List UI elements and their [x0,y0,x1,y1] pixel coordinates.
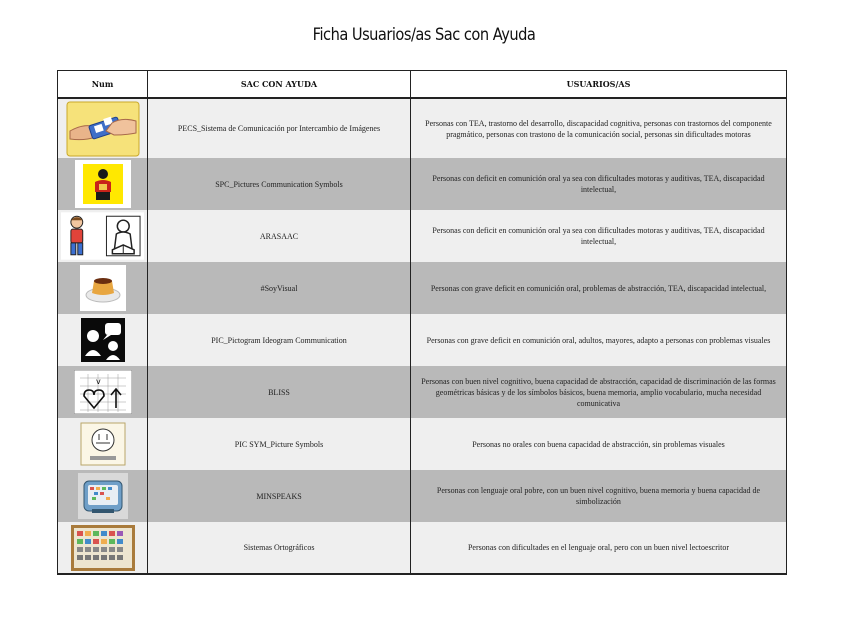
sac-users-table [57,70,787,575]
table-row [58,418,787,470]
orthographic-board-icon [71,525,135,571]
table-row [58,314,787,366]
svg-text:v: v [95,377,101,386]
row-icon-cell [58,158,148,210]
table-row [58,470,787,522]
row-icon-cell [58,522,148,574]
users-description: Personas con deficit en comunición oral ya sea con dificultades motoras y auditivas, TEA, discapacidad intelectual, [411,158,787,210]
users-description: Personas con lenguaje oral pobre, con un buen nivel cognitivo, buena memoria y buena capacidad de simbolización [411,470,787,522]
header-users: USUARIOS/AS [411,71,787,99]
table-row [58,366,787,418]
table-row [58,210,787,262]
header-sac: SAC CON AYUDA [148,71,411,99]
users-description: Personas con deficit en comunición oral ya sea con dificultades motoras y auditivas, TEA, discapacidad intelectual, [411,210,787,262]
sac-system-name: PECS_Sistema de Comunicación por Intercambio de Imágenes [148,98,411,158]
row-icon-cell [58,314,148,366]
users-description: Personas con dificultades en el lenguaje oral, pero con un buen nivel lectoescritor [411,522,787,574]
users-description: Personas con buen nivel cognitivo, buena capacidad de abstracción, capacidad de discriminación de las formas geométricas básicas y de los símbolos básicos, buena memoria, amplio vocabulario, mucha necesidad comunicativa [411,366,787,418]
users-description: Personas con grave deficit en comunición oral, problemas de abstracción, TEA, discapacidad intelectual, [411,262,787,314]
row-icon-cell [58,210,148,262]
bliss-symbol-icon [74,370,132,414]
row-icon-cell [58,366,148,418]
sac-system-name: ARASAAC [148,210,411,262]
row-icon-cell [58,98,148,158]
page-title: Ficha Usuarios/as Sac con Ayuda [312,25,536,45]
sac-system-name: PIC SYM_Picture Symbols [148,418,411,470]
row-icon-cell [58,470,148,522]
table-row [58,262,787,314]
users-description: Personas con TEA, trastorno del desarrollo, discapacidad cognitiva, personas con trastornos del componente pragmático, personas con trastono de la comunicación social, personas sin dificultades motoras [411,98,787,158]
sac-system-name: SPC_Pictures Communication Symbols [148,158,411,210]
pecs-exchange-icon [66,101,140,157]
arasaac-pictogram-icon [61,212,144,260]
sac-system-name: BLISS [148,366,411,418]
users-description: Personas con grave deficit en comunición oral, adultos, mayores, adapto a personas con problemas visuales [411,314,787,366]
spc-symbol-icon [75,160,131,208]
picsym-symbol-icon [80,422,126,466]
sac-system-name: #SoyVisual [148,262,411,314]
users-description: Personas no orales con buena capacidad de abstracción, sin problemas visuales [411,418,787,470]
row-icon-cell [58,418,148,470]
table-row [58,522,787,574]
pic-pictogram-icon [81,318,125,362]
header-num: Num [58,71,148,99]
sac-system-name: MINSPEAKS [148,470,411,522]
sac-system-name: PIC_Pictogram Ideogram Communication [148,314,411,366]
soyvisual-photo-icon [80,265,126,311]
minspeak-device-icon [78,473,128,519]
table-row [58,98,787,158]
table-header-row [58,71,787,99]
sac-system-name: Sistemas Ortográficos [148,522,411,574]
table-row [58,158,787,210]
row-icon-cell [58,262,148,314]
